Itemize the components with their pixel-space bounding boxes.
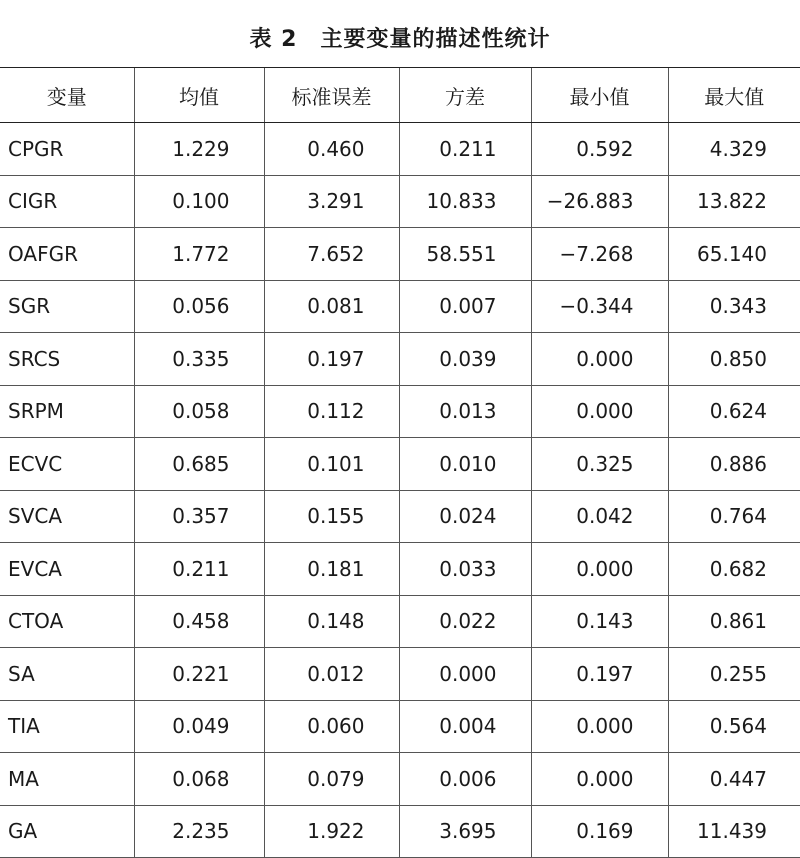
cell-mean: 1.229 — [134, 123, 264, 176]
cell-mean: 0.458 — [134, 595, 264, 648]
table-row — [0, 700, 800, 753]
cell-min: −0.344 — [531, 280, 668, 333]
cell-mean: 0.221 — [134, 648, 264, 701]
table-row — [0, 175, 800, 228]
table-header-row — [0, 68, 800, 123]
cell-std-error: 0.012 — [264, 648, 399, 701]
cell-std-error: 0.081 — [264, 280, 399, 333]
cell-min: 0.000 — [531, 333, 668, 386]
cell-min: 0.592 — [531, 123, 668, 176]
cell-min: −7.268 — [531, 228, 668, 281]
header-std-error: 标准误差 — [264, 68, 399, 123]
cell-variance: 0.211 — [399, 123, 531, 176]
cell-variance: 0.039 — [399, 333, 531, 386]
descriptive-statistics-table — [0, 67, 800, 858]
table-row — [0, 280, 800, 333]
table-body — [0, 123, 800, 858]
cell-std-error: 0.197 — [264, 333, 399, 386]
cell-variance: 58.551 — [399, 228, 531, 281]
cell-variance: 0.033 — [399, 543, 531, 596]
cell-min: 0.042 — [531, 490, 668, 543]
table-row — [0, 438, 800, 491]
cell-mean: 0.211 — [134, 543, 264, 596]
cell-std-error: 0.148 — [264, 595, 399, 648]
table-caption: 表 2 主要变量的描述性统计 — [249, 27, 551, 52]
cell-min: 0.000 — [531, 543, 668, 596]
cell-min: 0.143 — [531, 595, 668, 648]
table-row — [0, 385, 800, 438]
table-row — [0, 228, 800, 281]
table-row — [0, 595, 800, 648]
cell-variance: 0.010 — [399, 438, 531, 491]
table-row — [0, 543, 800, 596]
table-row — [0, 123, 800, 176]
cell-variance: 0.004 — [399, 700, 531, 753]
cell-mean: 2.235 — [134, 805, 264, 858]
table-row — [0, 648, 800, 701]
cell-min: 0.197 — [531, 648, 668, 701]
cell-std-error: 0.101 — [264, 438, 399, 491]
cell-mean: 1.772 — [134, 228, 264, 281]
cell-mean: 0.335 — [134, 333, 264, 386]
cell-max: 0.886 — [668, 438, 800, 491]
cell-max: 0.764 — [668, 490, 800, 543]
cell-min: 0.325 — [531, 438, 668, 491]
cell-std-error: 0.079 — [264, 753, 399, 806]
cell-max: 11.439 — [668, 805, 800, 858]
cell-variable: CIGR — [0, 175, 134, 228]
cell-variable: SGR — [0, 280, 134, 333]
cell-mean: 0.357 — [134, 490, 264, 543]
cell-std-error: 3.291 — [264, 175, 399, 228]
cell-variable: TIA — [0, 700, 134, 753]
cell-max: 0.255 — [668, 648, 800, 701]
cell-mean: 0.068 — [134, 753, 264, 806]
table-row — [0, 753, 800, 806]
cell-max: 0.564 — [668, 700, 800, 753]
cell-variance: 0.024 — [399, 490, 531, 543]
cell-max: 4.329 — [668, 123, 800, 176]
cell-mean: 0.049 — [134, 700, 264, 753]
cell-variance: 0.022 — [399, 595, 531, 648]
header-min: 最小值 — [531, 68, 668, 123]
cell-std-error: 0.060 — [264, 700, 399, 753]
cell-min: 0.000 — [531, 700, 668, 753]
cell-max: 0.861 — [668, 595, 800, 648]
header-mean: 均值 — [134, 68, 264, 123]
table-row — [0, 805, 800, 858]
cell-mean: 0.100 — [134, 175, 264, 228]
cell-std-error: 0.155 — [264, 490, 399, 543]
cell-variable: MA — [0, 753, 134, 806]
header-variance: 方差 — [399, 68, 531, 123]
cell-variable: ECVC — [0, 438, 134, 491]
cell-variable: SRCS — [0, 333, 134, 386]
cell-variable: CPGR — [0, 123, 134, 176]
cell-variance: 3.695 — [399, 805, 531, 858]
cell-std-error: 7.652 — [264, 228, 399, 281]
cell-mean: 0.056 — [134, 280, 264, 333]
cell-variable: CTOA — [0, 595, 134, 648]
cell-max: 0.682 — [668, 543, 800, 596]
cell-variance: 0.007 — [399, 280, 531, 333]
cell-max: 0.343 — [668, 280, 800, 333]
cell-variance: 0.000 — [399, 648, 531, 701]
cell-std-error: 0.181 — [264, 543, 399, 596]
cell-max: 0.447 — [668, 753, 800, 806]
cell-min: −26.883 — [531, 175, 668, 228]
cell-max: 13.822 — [668, 175, 800, 228]
cell-variable: SRPM — [0, 385, 134, 438]
cell-variable: GA — [0, 805, 134, 858]
cell-min: 0.000 — [531, 385, 668, 438]
table-row — [0, 333, 800, 386]
header-max: 最大值 — [668, 68, 800, 123]
cell-variance: 10.833 — [399, 175, 531, 228]
cell-variable: EVCA — [0, 543, 134, 596]
table-row — [0, 490, 800, 543]
cell-max: 65.140 — [668, 228, 800, 281]
cell-variance: 0.013 — [399, 385, 531, 438]
cell-variable: OAFGR — [0, 228, 134, 281]
cell-max: 0.850 — [668, 333, 800, 386]
cell-std-error: 0.112 — [264, 385, 399, 438]
cell-max: 0.624 — [668, 385, 800, 438]
cell-min: 0.169 — [531, 805, 668, 858]
cell-mean: 0.058 — [134, 385, 264, 438]
cell-variable: SVCA — [0, 490, 134, 543]
cell-std-error: 1.922 — [264, 805, 399, 858]
cell-variable: SA — [0, 648, 134, 701]
header-variable: 变量 — [0, 68, 134, 123]
cell-std-error: 0.460 — [264, 123, 399, 176]
cell-variance: 0.006 — [399, 753, 531, 806]
cell-mean: 0.685 — [134, 438, 264, 491]
cell-min: 0.000 — [531, 753, 668, 806]
